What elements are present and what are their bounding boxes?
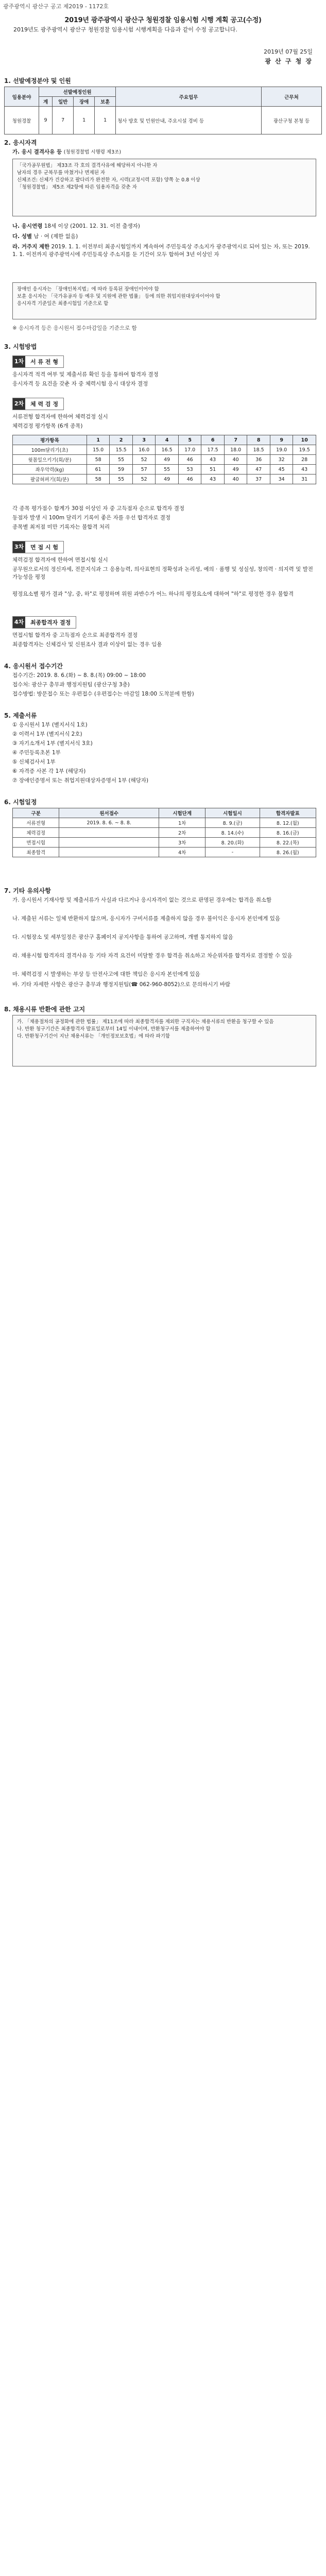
fitness-cell: 57 xyxy=(132,465,156,474)
box1-line: 남자의 경우 군복무를 마쳤거나 면제된 자 xyxy=(17,170,106,176)
doc-item: ④ 주민등록초본 1부 xyxy=(12,750,61,756)
doc-item: ① 응시원서 1부 (별지서식 1호) xyxy=(12,722,88,728)
fitness-th: 1 xyxy=(87,435,110,445)
schedule-cell: 8. 20.(화) xyxy=(205,838,260,848)
td-field: 청원경찰 xyxy=(5,107,39,134)
schedule-cell: - xyxy=(205,848,260,857)
schedule-cell: 8. 22.(목) xyxy=(260,838,316,848)
th-field: 임용분야 xyxy=(5,87,39,107)
fitness-th: 3 xyxy=(132,435,156,445)
fitness-cell: 19.0 xyxy=(270,445,293,455)
fitness-cell: 55 xyxy=(156,465,179,474)
doc-item: ⑤ 신체검사서 1부 xyxy=(12,759,56,765)
age-text: 18세 이상 (2001. 12. 31. 이전 출생자) xyxy=(44,223,140,229)
stage4-line: 면접시험 합격자 중 고득점자 순으로 최종합격자 결정 xyxy=(12,632,138,638)
fitness-th: 9 xyxy=(270,435,293,445)
schedule-row xyxy=(13,828,316,838)
fitness-th: 7 xyxy=(224,435,247,445)
schedule-cell: 최종합격 xyxy=(13,848,59,857)
fitness-cell: 51 xyxy=(201,465,225,474)
fitness-header-row xyxy=(13,435,316,445)
notice-item: 라. 채용시험 합격자의 결격사유 등 기타 자격 요건이 미달할 경우 합격을 취소하고 차순위자를 합격자로 결정할 수 있음 xyxy=(12,953,293,959)
stage3-line: 체력검정 합격자에 한하여 면접시험 실시 xyxy=(12,557,108,563)
age-row xyxy=(12,223,316,230)
th-disabled: 장애 xyxy=(74,97,95,107)
schedule-th: 시험단계 xyxy=(159,808,205,818)
sub1-label: 가. 응시 결격사유 등 xyxy=(12,149,62,155)
notice-item: 바. 기타 자세한 사항은 광산구 총무과 행정지원팀(☎ 062-960-8052)으로 문의하시기 바람 xyxy=(12,981,231,988)
stage4-num: 4차 xyxy=(13,617,25,628)
fitness-cell: 46 xyxy=(178,455,201,465)
fitness-cell: 17.0 xyxy=(178,445,201,455)
schedule-th: 원서접수 xyxy=(59,808,159,818)
fitness-cell: 37 xyxy=(247,474,270,484)
fitness-cell: 47 xyxy=(247,465,270,474)
fitness-th: 5 xyxy=(178,435,201,445)
schedule-cell: 8. 12.(월) xyxy=(260,818,316,828)
fitness-cell: 52 xyxy=(132,474,156,484)
th-veteran: 보훈 xyxy=(95,97,116,107)
stage4-text: 최종합격자 결정 xyxy=(30,619,71,626)
gender-text: 남 · 여 (제한 없음) xyxy=(33,233,78,240)
th-general: 일반 xyxy=(53,97,74,107)
fitness-cell: 100m달리기(초) xyxy=(13,445,87,455)
return-item: 가. 「채용절차의 공정화에 관한 법률」 제11조에 따라 최종합격자를 제외한 구직자는 채용서류의 반환을 청구할 수 있음 xyxy=(17,1019,274,1025)
schedule-table xyxy=(12,808,316,857)
fitness-row xyxy=(13,445,316,455)
fitness-row xyxy=(13,455,316,465)
schedule-body xyxy=(13,818,316,857)
fitness-th: 8 xyxy=(247,435,270,445)
schedule-cell: 8. 26.(월) xyxy=(260,848,316,857)
fitness-th: 2 xyxy=(110,435,133,445)
fitness-cell: 40 xyxy=(224,455,247,465)
recruit-table xyxy=(4,87,322,134)
schedule-cell xyxy=(59,828,159,838)
fitness-cell: 18.0 xyxy=(224,445,247,455)
stage3-line: 평정요소별 평가 결과 "상, 중, 하"로 평정하며 위원 과반수가 어느 하나의 평정요소에 대하여 "하"로 평정한 경우 불합격 xyxy=(12,591,294,597)
notice-item: 가. 응시원서 기재사항 및 제출서류가 사실과 다르거나 응시자격이 없는 것으로 판명된 경우에는 합격을 취소함 xyxy=(12,897,272,903)
schedule-cell: 4차 xyxy=(159,848,205,857)
schedule-row xyxy=(13,818,316,828)
fitness-th: 4 xyxy=(156,435,179,445)
th-total: 계 xyxy=(39,97,53,107)
fitness-cell: 49 xyxy=(156,455,179,465)
residence-label: 라. 거주지 제한 xyxy=(12,244,50,250)
sub1-note: (청원경찰법 시행령 제3조) xyxy=(63,149,122,155)
fitness-cell: 15.5 xyxy=(110,445,133,455)
box1-line: 신체조건: 신체가 건강하고 팔다리가 완전한 자, 시력(교정시력 포함) 양쪽 눈 0.8 이상 xyxy=(17,177,200,183)
fitness-cell: 43 xyxy=(201,474,225,484)
doc-item: ⑥ 자격증 사본 각 1부 (해당자) xyxy=(12,768,86,774)
announcement-date: 2019년 07월 25일 xyxy=(264,48,313,55)
fitness-cell: 34 xyxy=(270,474,293,484)
fitness-cell: 28 xyxy=(293,455,316,465)
stage1-tag xyxy=(12,355,64,368)
td-general: 7 xyxy=(53,107,74,134)
schedule-th: 구분 xyxy=(13,808,59,818)
stage1-line: 응시자격 적격 여부 및 제출서류 확인 등을 통하여 합격자 결정 xyxy=(12,371,159,378)
schedule-cell: 3차 xyxy=(159,838,205,848)
stage2-rule: 각 종목 평가점수 합계가 30점 이상인 자 중 고득점자 순으로 합격자 결정 xyxy=(12,505,185,512)
schedule-row xyxy=(13,838,316,848)
box2-line: 응시자격 기준일은 최종시험일 기준으로 함 xyxy=(17,301,109,307)
stage1-line: 응시자격 등 요건을 갖춘 자 중 체력시험 응시 대상자 결정 xyxy=(12,381,148,387)
stage1-num: 1차 xyxy=(13,356,25,367)
fitness-cell: 17.5 xyxy=(201,445,225,455)
schedule-cell: 체력검정 xyxy=(13,828,59,838)
stage2-line: 체력검정 평가항목 (6개 종목) xyxy=(12,423,83,429)
box2-line: 장애인 응시자는 「장애인복지법」에 따라 등록된 장애인이어야 함 xyxy=(17,286,159,292)
schedule-cell xyxy=(59,848,159,857)
return-item: 다. 반환청구기간이 지난 채용서류는 「개인정보보호법」에 따라 파기함 xyxy=(17,1033,170,1039)
th-place: 근무처 xyxy=(262,87,322,107)
age-label: 나. 응시연령 xyxy=(12,223,43,229)
gender-label: 다. 성별 xyxy=(12,233,32,240)
fitness-cell: 19.5 xyxy=(293,445,316,455)
application-line: 접수방법: 방문접수 또는 우편접수 (우편접수는 마감일 18:00 도착분에 한함) xyxy=(12,691,194,697)
fitness-cell: 팔굽혀펴기(회/분) xyxy=(13,474,87,484)
td-place: 광산구청 본청 등 xyxy=(262,107,322,134)
application-line: 접수처: 광산구 총무과 행정지원팀 (광산구청 3층) xyxy=(12,682,130,688)
stage2-num: 2차 xyxy=(13,398,25,410)
gender-row xyxy=(12,233,316,241)
section7-heading: 7. 기타 유의사항 xyxy=(4,887,51,894)
stage4-tag xyxy=(12,616,76,629)
stage3-text: 면 접 시 험 xyxy=(30,544,58,551)
doc-item: ③ 자기소개서 1부 (별지서식 3호) xyxy=(12,740,93,747)
fitness-cell: 40 xyxy=(224,474,247,484)
application-line: 접수기간: 2019. 8. 6.(화) ~ 8. 8.(목) 09:00 ~ 18:00 xyxy=(12,672,146,679)
fitness-cell: 좌우악력(kg) xyxy=(13,465,87,474)
qualification-box xyxy=(12,159,316,216)
fitness-cell: 52 xyxy=(132,455,156,465)
stage2-text: 체 력 검 정 xyxy=(30,401,58,408)
stage2-rule: 종목별 최저점 미만 기록자는 불합격 처리 xyxy=(12,524,110,530)
schedule-cell xyxy=(59,838,159,848)
fitness-cell: 31 xyxy=(293,474,316,484)
schedule-cell: 8. 14.(수) xyxy=(205,828,260,838)
fitness-cell: 58 xyxy=(87,474,110,484)
fitness-th: 10 xyxy=(293,435,316,445)
fitness-cell: 61 xyxy=(87,465,110,474)
fitness-cell: 36 xyxy=(247,455,270,465)
doc-item: ⑦ 장애인증명서 또는 취업지원대상자증명서 1부 (해당자) xyxy=(12,777,149,784)
return-box xyxy=(12,1015,316,1066)
section4-heading: 4. 응시원서 접수기간 xyxy=(4,663,63,670)
stage3-num: 3차 xyxy=(13,541,25,553)
fitness-body xyxy=(13,445,316,484)
stage2-line: 서류전형 합격자에 한하여 체력검정 실시 xyxy=(12,414,108,420)
td-duties: 청사 방호 및 민원안내, 주요시설 경비 등 xyxy=(116,107,262,134)
fitness-cell: 32 xyxy=(270,455,293,465)
section1-heading: 1. 선발예정분야 및 인원 xyxy=(4,77,71,84)
residence-row xyxy=(12,243,316,259)
fitness-cell: 16.0 xyxy=(132,445,156,455)
fitness-th: 6 xyxy=(201,435,225,445)
notice-item: 나. 제출된 서류는 일체 반환하지 않으며, 응시자가 구비서류를 제출하지 않을 경우 불이익은 응시자 본인에게 있음 xyxy=(12,916,280,922)
intro-paragraph: 2019년도 광주광역시 광산구 청원경찰 임용시험 시행계획을 다음과 같이 수정 공고합니다. xyxy=(13,26,237,33)
document-number: 광주광역시 광산구 공고 제2019 - 1172호 xyxy=(3,3,109,10)
schedule-th: 합격자발표 xyxy=(260,808,316,818)
fitness-cell: 59 xyxy=(110,465,133,474)
stage1-text: 서 류 전 형 xyxy=(30,359,58,365)
section8-heading: 8. 채용시류 반환에 관한 고지 xyxy=(4,1006,85,1013)
schedule-cell: 8. 9.(금) xyxy=(205,818,260,828)
box1-line: 「국가공무원법」 제33조 각 호의 결격사유에 해당하지 아니한 자 xyxy=(17,163,158,168)
box1-line: 「청원경찰법」 제5조 제2항에 따른 임용자격을 갖춘 자 xyxy=(17,184,137,190)
td-veteran: 1 xyxy=(95,107,116,134)
fitness-cell: 45 xyxy=(270,465,293,474)
signer: 광 산 구 청 장 xyxy=(265,58,313,65)
schedule-cell: 2019. 8. 6. ~ 8. 8. xyxy=(59,818,159,828)
section6-heading: 6. 시험일정 xyxy=(4,799,37,806)
fitness-table xyxy=(12,435,316,484)
box2-line: 보훈 응시자는 「국가유공자 등 예우 및 지원에 관한 법률」 등에 의한 취업지원대상자이어야 함 xyxy=(17,294,220,299)
stage2-rule: 동점자 발생 시 100m 달리기 기록이 좋은 자를 우선 합격자로 결정 xyxy=(12,515,171,521)
residence-text: 2019. 1. 1. 이전부터 최종시험일까지 계속하여 주민등록상 주소지가 광주광역시로 되어 있는 자, 또는 2019. 1. 1. 이전까지 광주광역시에 주민등록상 주소지를 둔 기간이 모두 합하여 3년 이상인 자 xyxy=(12,244,310,258)
fitness-cell: 46 xyxy=(178,474,201,484)
doc-item: ② 이력서 1부 (별지서식 2호) xyxy=(12,731,82,737)
section3-heading: 3. 시험방법 xyxy=(4,343,37,350)
fitness-cell: 53 xyxy=(178,465,201,474)
fitness-cell: 49 xyxy=(156,474,179,484)
schedule-th: 시험일시 xyxy=(205,808,260,818)
stage4-line: 최종합격자는 신체검사 및 신원조사 결과 이상이 없는 경우 임용 xyxy=(12,641,162,648)
fitness-cell: 49 xyxy=(224,465,247,474)
fitness-row xyxy=(13,474,316,484)
fitness-row xyxy=(13,465,316,474)
section5-heading: 5. 제출서류 xyxy=(4,712,37,719)
fitness-cell: 55 xyxy=(110,474,133,484)
stage2-tag xyxy=(12,398,64,410)
th-count: 선발예정인원 xyxy=(39,87,116,97)
td-disabled: 1 xyxy=(74,107,95,134)
th-duties: 주요업무 xyxy=(116,87,262,107)
schedule-cell: 1차 xyxy=(159,818,205,828)
schedule-cell: 서류전형 xyxy=(13,818,59,828)
notice-item: 마. 체력검정 시 발생하는 부상 등 안전사고에 대한 책임은 응시자 본인에게 있음 xyxy=(12,971,200,977)
fitness-cell: 15.0 xyxy=(87,445,110,455)
stage3-tag xyxy=(12,541,64,553)
schedule-cell: 8. 16.(금) xyxy=(260,828,316,838)
section2-heading: 2. 응시자격 xyxy=(4,139,37,146)
schedule-cell: 면접시험 xyxy=(13,838,59,848)
special-box xyxy=(12,282,316,319)
sub1-title xyxy=(12,148,316,156)
fitness-cell: 58 xyxy=(87,455,110,465)
fitness-cell: 55 xyxy=(110,455,133,465)
schedule-cell: 2차 xyxy=(159,828,205,838)
fitness-cell: 18.5 xyxy=(247,445,270,455)
page-title: 2019년 광주광역시 광산구 청원경찰 임용시험 시행 계획 공고(수정) xyxy=(64,16,262,24)
notice-item: 다. 시험장소 및 세부일정은 광산구 홈페이지 공지사항을 통하여 공고하며, 개별 통지하지 않음 xyxy=(12,934,233,940)
return-item: 나. 반환 청구기간은 최종합격자 발표일로부터 14일 이내이며, 반환청구서를 제출하여야 함 xyxy=(17,1026,211,1032)
td-total: 9 xyxy=(39,107,53,134)
fitness-th: 평가항목 xyxy=(13,435,87,445)
fitness-cell: 43 xyxy=(201,455,225,465)
fitness-cell: 윗몸일으키기(회/분) xyxy=(13,455,87,465)
fitness-cell: 16.5 xyxy=(156,445,179,455)
schedule-row xyxy=(13,848,316,857)
stage3-line: 공무원으로서의 정신자세, 전문지식과 그 응용능력, 의사표현의 정확성과 논리성, 예의 · 품행 및 성실성, 창의력 · 의지력 및 발전가능성을 평정 xyxy=(12,566,313,580)
fitness-cell: 43 xyxy=(293,465,316,474)
section2-note: ※ 응시자격 등은 응시원서 접수마감일을 기준으로 함 xyxy=(12,325,137,331)
